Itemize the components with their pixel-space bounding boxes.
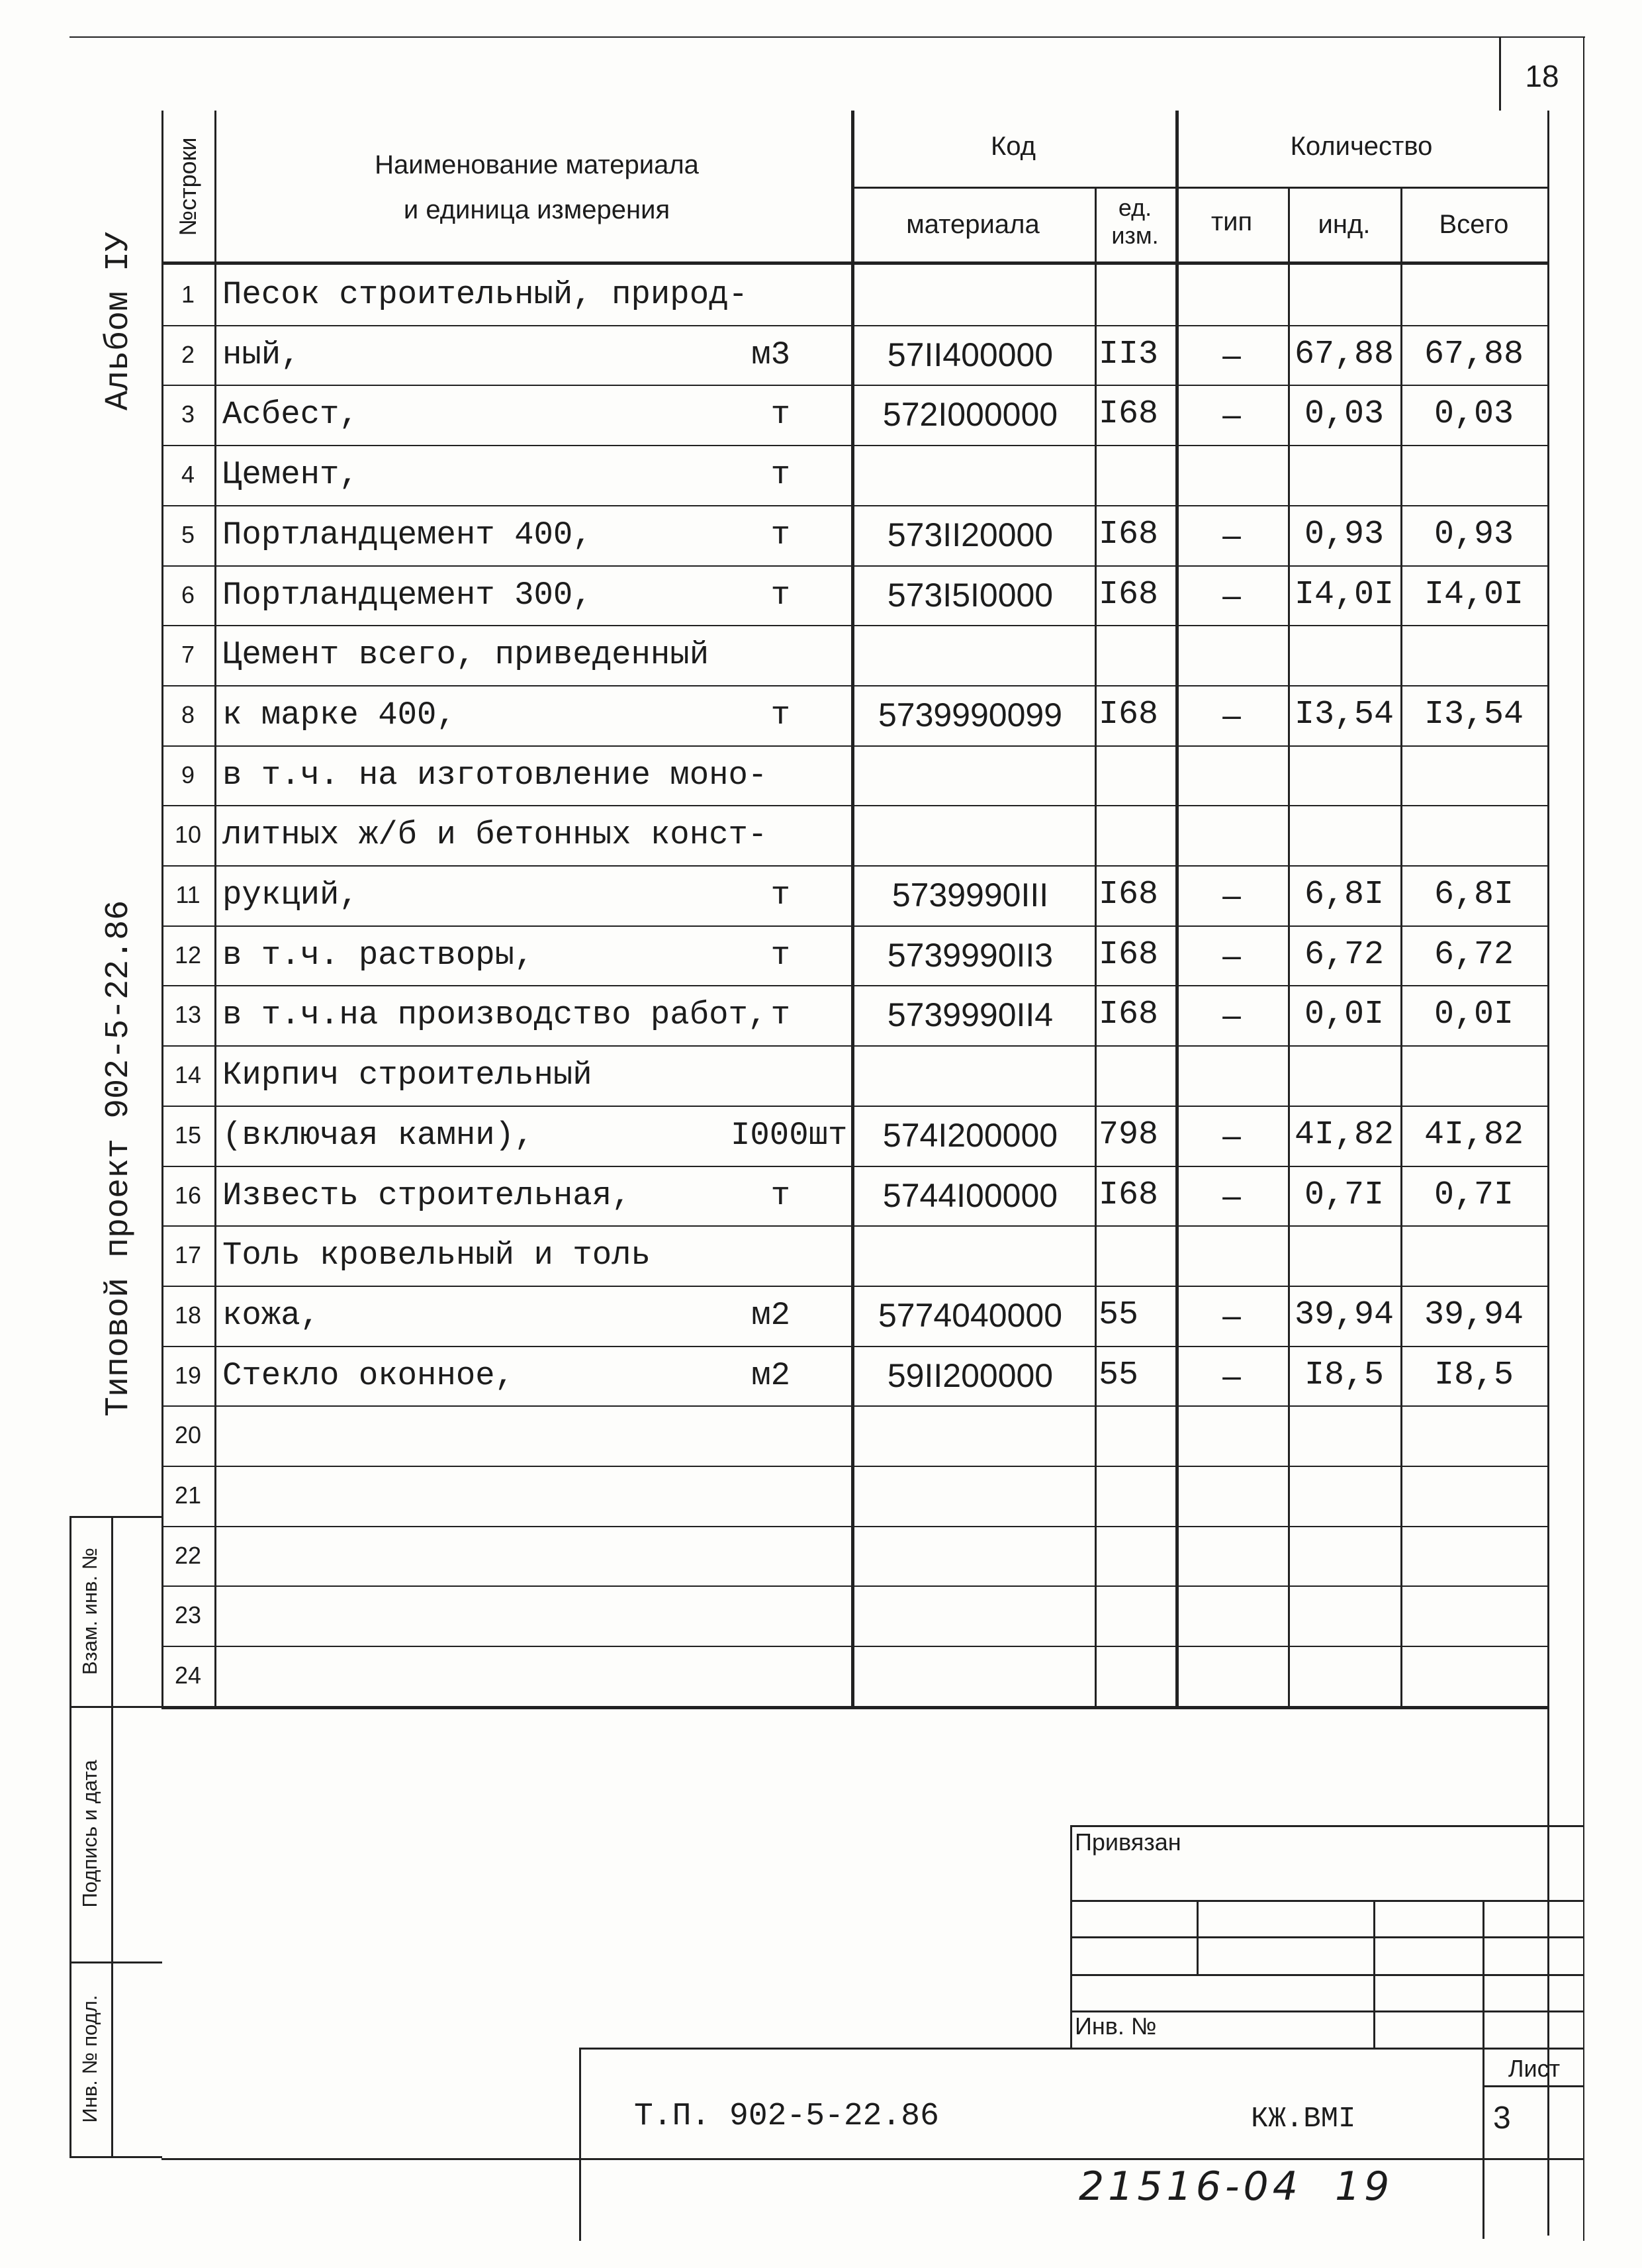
table-row	[161, 1045, 1547, 1105]
unit-of-measure	[731, 1585, 790, 1645]
unit-code	[1095, 1405, 1178, 1465]
material-name: Стекло оконное,	[222, 1356, 515, 1394]
row-divider	[161, 625, 1547, 626]
unit-code	[1095, 1526, 1178, 1585]
qty-type	[1175, 805, 1288, 865]
unit-of-measure	[731, 625, 790, 685]
table-row	[161, 745, 1547, 805]
stamp-main-left	[579, 2048, 581, 2241]
material-code	[851, 1405, 1089, 1465]
row-number: 2	[181, 340, 195, 368]
row-number: 10	[174, 821, 202, 849]
row-number: 23	[174, 1601, 202, 1629]
materials-table	[161, 111, 1547, 1708]
unit-of-measure: т	[770, 876, 790, 914]
qty-total: 39,94	[1424, 1296, 1524, 1334]
qty-individual	[1288, 625, 1400, 685]
qty-total	[1400, 1526, 1547, 1585]
row-divider	[161, 925, 1547, 927]
qty-total	[1400, 445, 1547, 504]
qty-total: 0,93	[1434, 515, 1514, 553]
unit-code: I68	[1099, 1176, 1159, 1214]
material-code	[851, 805, 1089, 865]
row-divider	[161, 1585, 1547, 1587]
qty-total	[1400, 1585, 1547, 1645]
header-mid-line	[851, 187, 1547, 189]
table-row	[161, 265, 1547, 324]
qty-total	[1400, 1225, 1547, 1285]
qty-type: –	[1222, 1116, 1241, 1154]
qty-type: –	[1222, 396, 1241, 434]
table-row	[161, 925, 1547, 985]
qty-total	[1400, 1405, 1547, 1465]
stamp-vzam-inv: Взам. инв. №	[78, 1547, 101, 1676]
qty-individual	[1288, 745, 1400, 805]
row-divider	[161, 1526, 1547, 1527]
qty-type: –	[1222, 336, 1241, 373]
qty-individual	[1288, 265, 1400, 324]
row-number: 6	[181, 581, 195, 608]
row-divider	[161, 1106, 1547, 1107]
material-code: 573II20000	[887, 516, 1054, 553]
material-code	[851, 745, 1089, 805]
material-code	[851, 1646, 1089, 1705]
row-divider	[161, 1646, 1547, 1647]
qty-individual: 39,94	[1294, 1296, 1394, 1334]
header-qty-total: Всего	[1439, 210, 1509, 239]
qty-type	[1175, 1526, 1288, 1585]
album-label: Альбом IУ	[100, 231, 138, 411]
qty-total	[1400, 805, 1547, 865]
row-number: 21	[174, 1482, 202, 1509]
qty-individual	[1288, 1585, 1400, 1645]
material-name: Цемент,	[222, 456, 359, 494]
qty-individual: 0,03	[1304, 395, 1385, 434]
qty-total: I4,0I	[1424, 575, 1524, 614]
qty-total	[1400, 1045, 1547, 1105]
qty-type: –	[1222, 576, 1241, 614]
header-row-no: №строки	[174, 137, 201, 236]
row-number: 1	[181, 281, 195, 308]
material-name: кожа,	[222, 1296, 320, 1334]
unit-code	[1095, 745, 1178, 805]
table-row	[161, 565, 1547, 625]
privyazan-label: Привязан	[1075, 1828, 1181, 1856]
row-number: 18	[174, 1301, 202, 1329]
material-name	[222, 1585, 772, 1645]
unit-of-measure	[731, 1405, 790, 1465]
row-number: 5	[181, 520, 195, 548]
row-divider	[161, 1405, 1547, 1407]
material-code	[851, 1045, 1089, 1105]
right-border	[1583, 36, 1584, 2241]
row-number: 7	[181, 641, 195, 669]
material-name: Асбест,	[222, 396, 359, 434]
table-row	[161, 325, 1547, 385]
header-code-material: материала	[906, 210, 1040, 239]
header-name-line1: Наименование материала	[375, 150, 699, 179]
qty-total: 6,72	[1434, 935, 1514, 974]
qty-individual: 0,0I	[1304, 996, 1385, 1034]
qty-type: –	[1222, 876, 1241, 914]
qty-type: –	[1222, 1356, 1241, 1394]
material-name: в т.ч.на производство работ,	[222, 996, 768, 1034]
row-number: 3	[181, 401, 195, 428]
material-code: 5739990099	[878, 696, 1063, 733]
qty-individual	[1288, 1225, 1400, 1285]
title-block-col2	[1373, 1900, 1375, 2048]
unit-code: I68	[1099, 515, 1159, 553]
unit-of-measure	[731, 1045, 790, 1105]
row-divider	[161, 865, 1547, 867]
material-code: 5739990II3	[887, 936, 1054, 974]
row-divider	[161, 1286, 1547, 1287]
unit-code	[1095, 265, 1178, 324]
unit-code: 798	[1099, 1115, 1159, 1154]
unit-of-measure: т	[770, 996, 790, 1034]
qty-individual: I3,54	[1294, 695, 1394, 733]
row-number: 9	[181, 761, 195, 788]
unit-of-measure: т	[770, 576, 790, 614]
qty-individual	[1288, 1646, 1400, 1705]
title-block-row3	[1070, 1974, 1584, 1976]
unit-code: I68	[1099, 575, 1159, 614]
unit-code: II3	[1099, 335, 1159, 373]
unit-code: I68	[1099, 996, 1159, 1034]
qty-type	[1175, 1646, 1288, 1705]
material-code: 57II400000	[887, 336, 1054, 373]
table-row	[161, 625, 1547, 685]
unit-of-measure	[731, 805, 790, 865]
material-name: в т.ч. на изготовление моно-	[222, 756, 768, 794]
unit-code: I68	[1099, 395, 1159, 434]
row-divider	[161, 505, 1547, 506]
title-block-row1	[1070, 1900, 1584, 1902]
title-block-col1	[1197, 1900, 1199, 1974]
header-name-line2: и единица измерения	[403, 195, 670, 224]
table-bottom-line	[161, 1706, 1547, 1709]
row-divider	[161, 445, 1547, 446]
unit-of-measure	[731, 1526, 790, 1585]
table-row	[161, 1286, 1547, 1345]
qty-individual: 67,88	[1294, 335, 1394, 373]
unit-of-measure: т	[770, 456, 790, 494]
material-name: Портландцемент 400,	[222, 516, 592, 553]
material-code: 5739990III	[891, 876, 1049, 914]
qty-type	[1175, 625, 1288, 685]
table-row	[161, 1466, 1547, 1525]
material-code: 5774040000	[878, 1296, 1063, 1334]
qty-type: –	[1222, 696, 1241, 733]
stamp-main-bottom	[161, 2158, 1584, 2160]
row-number: 17	[174, 1241, 202, 1269]
table-row	[161, 1166, 1547, 1225]
material-code	[851, 445, 1089, 504]
unit-code: I68	[1099, 695, 1159, 733]
table-row	[161, 1405, 1547, 1465]
material-code: 573I5I0000	[887, 576, 1054, 614]
unit-code	[1095, 625, 1178, 685]
header-qty-group: Количество	[1290, 132, 1433, 161]
stamp-inv-podl: Инв. № подл.	[78, 1995, 101, 2123]
table-row	[161, 985, 1547, 1045]
unit-code	[1095, 1045, 1178, 1105]
stamp-strip-bottom	[69, 2156, 162, 2158]
stamp-strip-mid	[111, 1516, 113, 2158]
unit-of-measure	[731, 1466, 790, 1525]
qty-individual: 0,93	[1304, 515, 1385, 553]
sheet-label-line	[1482, 2085, 1584, 2087]
qty-type: –	[1222, 996, 1241, 1034]
title-block-top	[1070, 1825, 1584, 1827]
material-name	[222, 1526, 772, 1585]
sheet-label: Лист	[1508, 2055, 1561, 2082]
material-name: рукций,	[222, 876, 359, 914]
qty-total	[1400, 745, 1547, 805]
qty-individual: 0,7I	[1304, 1176, 1385, 1214]
row-divider	[161, 745, 1547, 747]
qty-individual: I8,5	[1304, 1356, 1385, 1394]
table-row	[161, 1106, 1547, 1165]
handwritten-note: 21516-04 19	[1079, 2163, 1394, 2210]
material-name	[222, 1646, 772, 1705]
unit-of-measure: м2	[751, 1356, 790, 1394]
material-name: Цемент всего, приведенный	[222, 636, 709, 674]
row-number: 16	[174, 1181, 202, 1209]
material-code: 574I200000	[882, 1116, 1058, 1154]
unit-code	[1095, 445, 1178, 504]
qty-individual	[1288, 1045, 1400, 1105]
unit-code	[1095, 805, 1178, 865]
row-number: 11	[175, 881, 201, 908]
stamp-strip-left	[69, 1516, 71, 2158]
qty-total	[1400, 265, 1547, 324]
row-divider	[161, 325, 1547, 326]
qty-type: –	[1222, 1296, 1241, 1334]
header-code-unit: ед. изм.	[1111, 194, 1159, 249]
unit-code	[1095, 1646, 1178, 1705]
row-divider	[161, 385, 1547, 386]
material-code	[851, 1466, 1089, 1525]
unit-code	[1095, 1585, 1178, 1645]
row-divider	[161, 1166, 1547, 1167]
material-code	[851, 1585, 1089, 1645]
row-number: 13	[174, 1001, 202, 1029]
unit-of-measure: м2	[751, 1296, 790, 1334]
qty-total: I3,54	[1424, 695, 1524, 733]
material-code	[851, 625, 1089, 685]
row-divider	[161, 1225, 1547, 1227]
unit-code: 55	[1099, 1296, 1139, 1334]
row-divider	[161, 985, 1547, 986]
material-name: ный,	[222, 336, 300, 373]
row-divider	[161, 1045, 1547, 1047]
table-row	[161, 385, 1547, 444]
unit-code	[1095, 1466, 1178, 1525]
qty-type	[1175, 1405, 1288, 1465]
qty-individual	[1288, 1466, 1400, 1525]
table-row	[161, 445, 1547, 504]
qty-total: 0,0I	[1434, 996, 1514, 1034]
table-right-border	[1547, 111, 1549, 2236]
material-name: Песок строительный, природ-	[222, 276, 748, 313]
table-row	[161, 685, 1547, 745]
material-name	[222, 1405, 772, 1465]
row-divider	[161, 1466, 1547, 1467]
unit-of-measure: т	[770, 696, 790, 733]
material-name: в т.ч. растворы,	[222, 936, 534, 974]
header-qty-type: тип	[1210, 207, 1253, 236]
qty-individual: I4,0I	[1294, 575, 1394, 614]
qty-individual: 4I,82	[1294, 1115, 1394, 1154]
qty-type	[1175, 1585, 1288, 1645]
qty-total: 4I,82	[1424, 1115, 1524, 1154]
qty-individual: 6,8I	[1304, 876, 1385, 914]
qty-total: I8,5	[1434, 1356, 1514, 1394]
unit-of-measure: т	[770, 1176, 790, 1214]
doc-code: Т.П. 902-5-22.86	[634, 2099, 939, 2134]
row-number: 19	[174, 1361, 202, 1389]
table-row	[161, 1526, 1547, 1585]
project-label: Типовой проект 902-5-22.86	[100, 900, 138, 1417]
material-code: 5744I00000	[882, 1176, 1058, 1214]
row-number: 15	[174, 1121, 202, 1149]
table-row	[161, 1585, 1547, 1645]
inv-no-label: Инв. №	[1075, 2012, 1157, 2040]
qty-type: –	[1222, 516, 1241, 553]
unit-of-measure: т	[770, 936, 790, 974]
qty-type	[1175, 745, 1288, 805]
material-name: Толь кровельный и толь	[222, 1237, 651, 1274]
unit-of-measure	[731, 1225, 790, 1285]
row-divider	[161, 565, 1547, 567]
title-block-col3	[1482, 1900, 1484, 2239]
qty-type	[1175, 1466, 1288, 1525]
row-number: 4	[181, 461, 195, 489]
material-name: (включая камни),	[222, 1116, 534, 1154]
row-number: 12	[174, 941, 202, 969]
qty-total	[1400, 1646, 1547, 1705]
header-qty-ind: инд.	[1318, 210, 1371, 239]
qty-total: 0,7I	[1434, 1176, 1514, 1214]
title-block-row2	[1070, 1936, 1584, 1938]
stamp-podpis-data: Подпись и дата	[78, 1760, 101, 1908]
qty-individual	[1288, 1405, 1400, 1465]
material-name: литных ж/б и бетонных конст-	[222, 816, 768, 854]
table-row	[161, 865, 1547, 925]
stamp-main-top	[579, 2048, 1584, 2050]
page-number: 18	[1525, 59, 1559, 93]
material-name: к марке 400,	[222, 696, 456, 733]
unit-code: 55	[1099, 1356, 1139, 1394]
material-code: 572I000000	[882, 396, 1058, 434]
material-code: 59II200000	[887, 1356, 1054, 1394]
row-number: 24	[174, 1662, 202, 1689]
unit-code: I68	[1099, 935, 1159, 974]
unit-of-measure: т	[770, 516, 790, 553]
material-code	[851, 265, 1089, 324]
row-divider	[161, 685, 1547, 686]
table-row	[161, 1346, 1547, 1405]
material-name: Кирпич строительный	[222, 1057, 592, 1094]
qty-type: –	[1222, 1176, 1241, 1214]
unit-of-measure	[731, 1646, 790, 1705]
qty-total: 6,8I	[1434, 876, 1514, 914]
unit-of-measure	[731, 265, 790, 324]
table-row	[161, 505, 1547, 565]
header-code-group: Код	[990, 132, 1036, 161]
qty-type	[1175, 1045, 1288, 1105]
table-row	[161, 805, 1547, 865]
unit-of-measure	[731, 745, 790, 805]
qty-type	[1175, 1225, 1288, 1285]
material-code	[851, 1225, 1089, 1285]
qty-total: 0,03	[1434, 395, 1514, 434]
material-code	[851, 1526, 1089, 1585]
material-name: Портландцемент 300,	[222, 576, 592, 614]
unit-of-measure: I000шт	[731, 1116, 848, 1154]
row-number: 20	[174, 1421, 202, 1449]
qty-individual	[1288, 1526, 1400, 1585]
unit-code: I68	[1099, 876, 1159, 914]
row-divider	[161, 805, 1547, 806]
material-code: 5739990II4	[887, 996, 1054, 1034]
qty-total	[1400, 1466, 1547, 1525]
qty-individual	[1288, 805, 1400, 865]
row-number: 8	[181, 700, 195, 728]
table-row	[161, 1225, 1547, 1285]
qty-individual: 6,72	[1304, 935, 1385, 974]
material-name: Известь строительная,	[222, 1176, 631, 1214]
unit-of-measure: т	[770, 396, 790, 434]
doc-mark: КЖ.ВМI	[1251, 2103, 1356, 2136]
row-number: 22	[174, 1541, 202, 1569]
top-border	[69, 36, 1585, 38]
qty-type	[1175, 265, 1288, 324]
qty-total	[1400, 625, 1547, 685]
sheet-value: 3	[1493, 2101, 1511, 2136]
qty-type	[1175, 445, 1288, 504]
unit-code	[1095, 1225, 1178, 1285]
qty-total: 67,88	[1424, 335, 1524, 373]
qty-type: –	[1222, 936, 1241, 974]
material-name	[222, 1466, 772, 1525]
row-divider	[161, 1346, 1547, 1347]
unit-of-measure: м3	[751, 336, 790, 373]
qty-individual	[1288, 445, 1400, 504]
row-number: 14	[174, 1061, 202, 1089]
table-row	[161, 1646, 1547, 1705]
